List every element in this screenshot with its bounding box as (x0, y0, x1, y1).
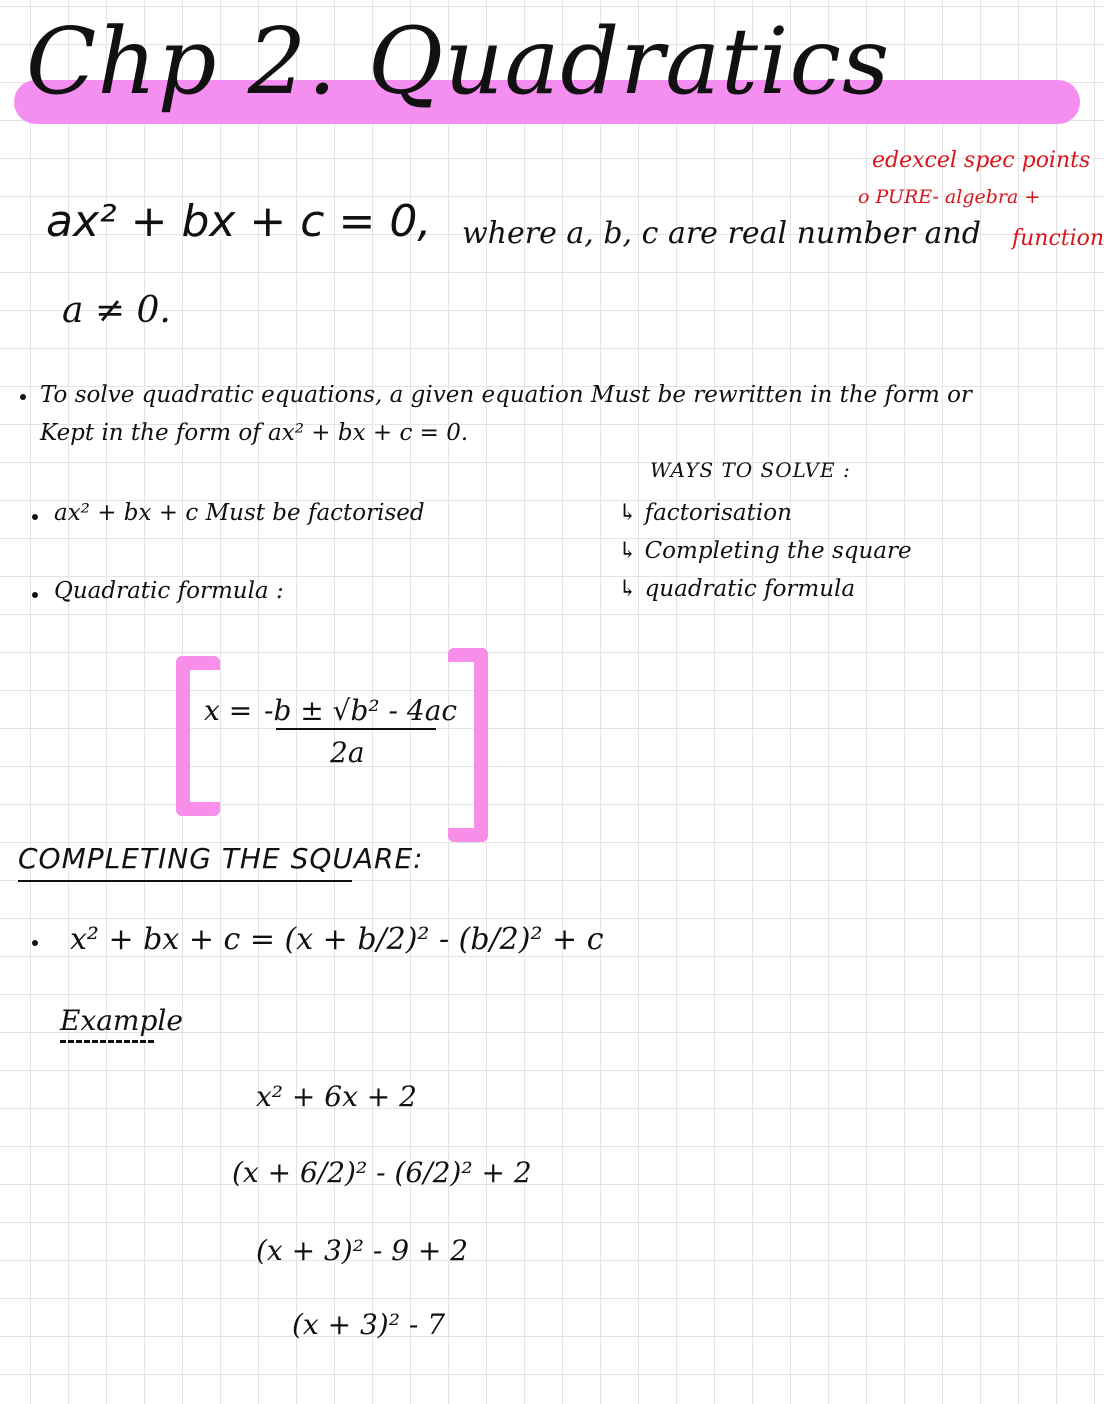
ways-to-solve-title: WAYS TO SOLVE : (650, 458, 851, 482)
ways-item-completing-square: ↳ Completing the square (618, 538, 912, 564)
bullet-dot (32, 940, 38, 946)
example-step-4: (x + 3)² - 7 (292, 1308, 446, 1341)
left-bracket (176, 656, 220, 816)
bullet-dot (20, 394, 26, 400)
spec-note-line1: edexcel spec points (872, 148, 1091, 173)
quadratic-formula-label: Quadratic formula : (54, 578, 284, 604)
general-quadratic-equation: ax² + bx + c = 0, (46, 196, 432, 247)
definition-where-text: where a, b, c are real number and (462, 216, 981, 251)
factorise-text: ax² + bx + c Must be factorised (54, 500, 425, 526)
formula-numerator: -b ± √b² - 4ac (264, 694, 458, 727)
solve-text-line1: To solve quadratic equations, a given equation Must be rewritten in the form or (40, 382, 972, 408)
example-step-1: x² + 6x + 2 (256, 1080, 417, 1113)
bullet-dot (32, 514, 38, 520)
example-underline (60, 1040, 156, 1043)
example-step-2: (x + 6/2)² - (6/2)² + 2 (232, 1156, 532, 1189)
example-step-3: (x + 3)² - 9 + 2 (256, 1234, 469, 1267)
condition-a-not-zero: a ≠ 0. (62, 290, 171, 331)
heading-underline (18, 880, 352, 882)
ways-item-quadratic-formula: ↳ quadratic formula (618, 576, 856, 602)
completing-square-heading: COMPLETING THE SQUARE: (18, 842, 424, 875)
bullet-dot (32, 592, 38, 598)
right-bracket (448, 648, 488, 842)
page-title: Chp 2. Quadratics (26, 8, 891, 115)
formula-lhs: x = (204, 694, 253, 727)
ways-item-factorisation: ↳ factorisation (618, 500, 792, 526)
fraction-bar (276, 728, 436, 730)
formula-denominator: 2a (330, 736, 365, 769)
spec-note-line2: o PURE- algebra + (858, 186, 1041, 208)
example-label: Example (60, 1004, 183, 1037)
completing-square-identity: x² + bx + c = (x + b/2)² - (b/2)² + c (70, 922, 604, 957)
solve-text-line2: Kept in the form of ax² + bx + c = 0. (40, 420, 469, 446)
spec-note-line3: function (1012, 226, 1104, 251)
